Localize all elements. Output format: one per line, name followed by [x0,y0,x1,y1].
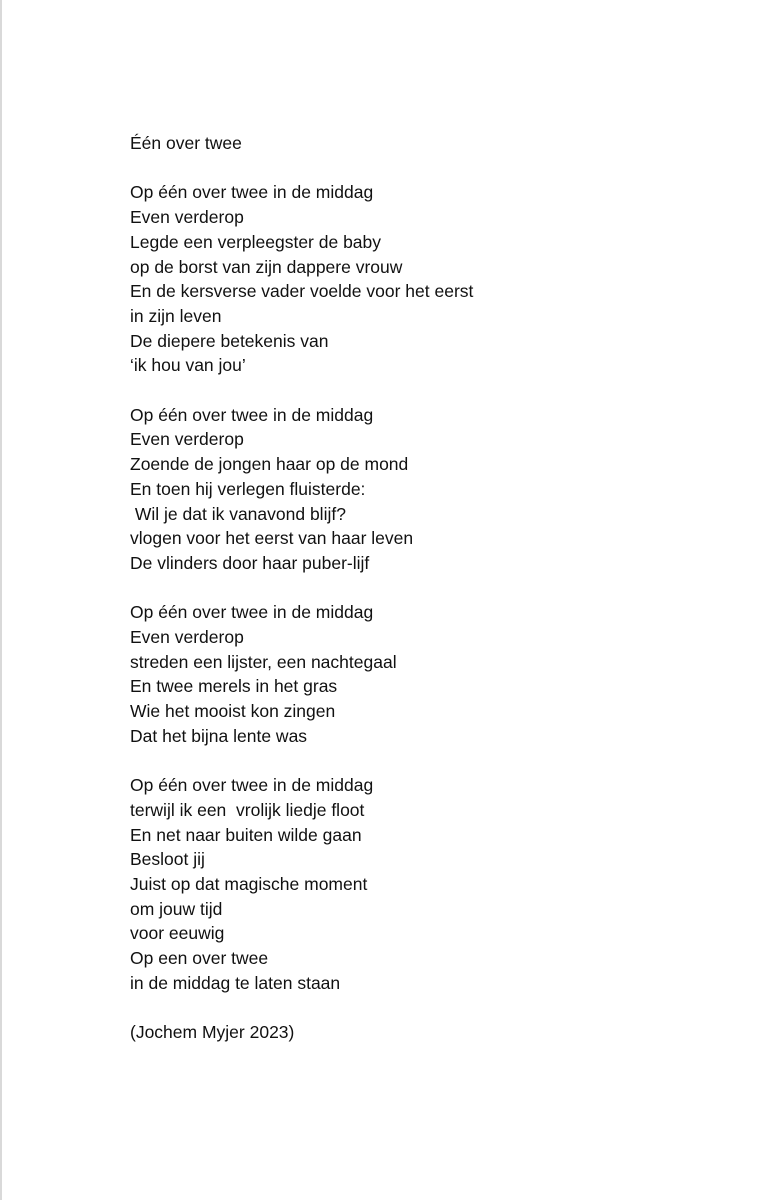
verse-line: streden een lijster, een nachtegaal [130,651,397,672]
verse-line: in de middag te laten staan [130,972,341,993]
poem-document [130,131,730,1045]
verse-line: terwijl ik een vrolijk liedje floot [130,799,365,820]
verse-line: ‘ik hou van jou’ [130,355,246,376]
verse-line: De diepere betekenis van [130,330,329,351]
verse-line: Even verderop [130,429,244,450]
verse-line: En net naar buiten wilde gaan [130,824,362,845]
poem-title: Één over twee [130,133,242,153]
verse-line: En de kersverse vader voelde voor het eerst [130,281,474,302]
verse-line: Even verderop [130,627,244,648]
verse-line: Zoende de jongen haar op de mond [130,454,409,475]
verse-line: op de borst van zijn dappere vrouw [130,256,403,277]
verse-line: Op één over twee in de middag [130,602,374,623]
page-edge [0,0,2,1200]
verse-line: om jouw tijd [130,898,223,919]
stanza-1 [130,180,730,378]
verse-line: in zijn leven [130,305,222,326]
signature: (Jochem Myjer 2023) [130,1022,295,1043]
verse-line: Besloot jij [130,849,205,870]
verse-line: Op één over twee in de middag [130,404,374,425]
verse-line: Op één over twee in de middag [130,775,374,796]
verse-line: Juist op dat magische moment [130,874,368,895]
verse-line: Even verderop [130,207,244,228]
stanza-4 [130,773,730,995]
verse-line: Wil je dat ik vanavond blijf? [130,503,346,524]
verse-line: Op één over twee in de middag [130,182,374,203]
verse-line: vlogen voor het eerst van haar leven [130,528,414,549]
verse-line: Wie het mooist kon zingen [130,701,336,722]
verse-line: Op een over twee [130,948,269,969]
verse-line: Legde een verpleegster de baby [130,231,382,252]
stanza-2 [130,403,730,576]
verse-line: De vlinders door haar puber-lijf [130,552,370,573]
verse-line: En toen hij verlegen fluisterde: [130,478,366,499]
verse-line: En twee merels in het gras [130,676,338,697]
stanza-3 [130,600,730,748]
verse-line: Dat het bijna lente was [130,725,308,746]
verse-line: voor eeuwig [130,923,225,944]
